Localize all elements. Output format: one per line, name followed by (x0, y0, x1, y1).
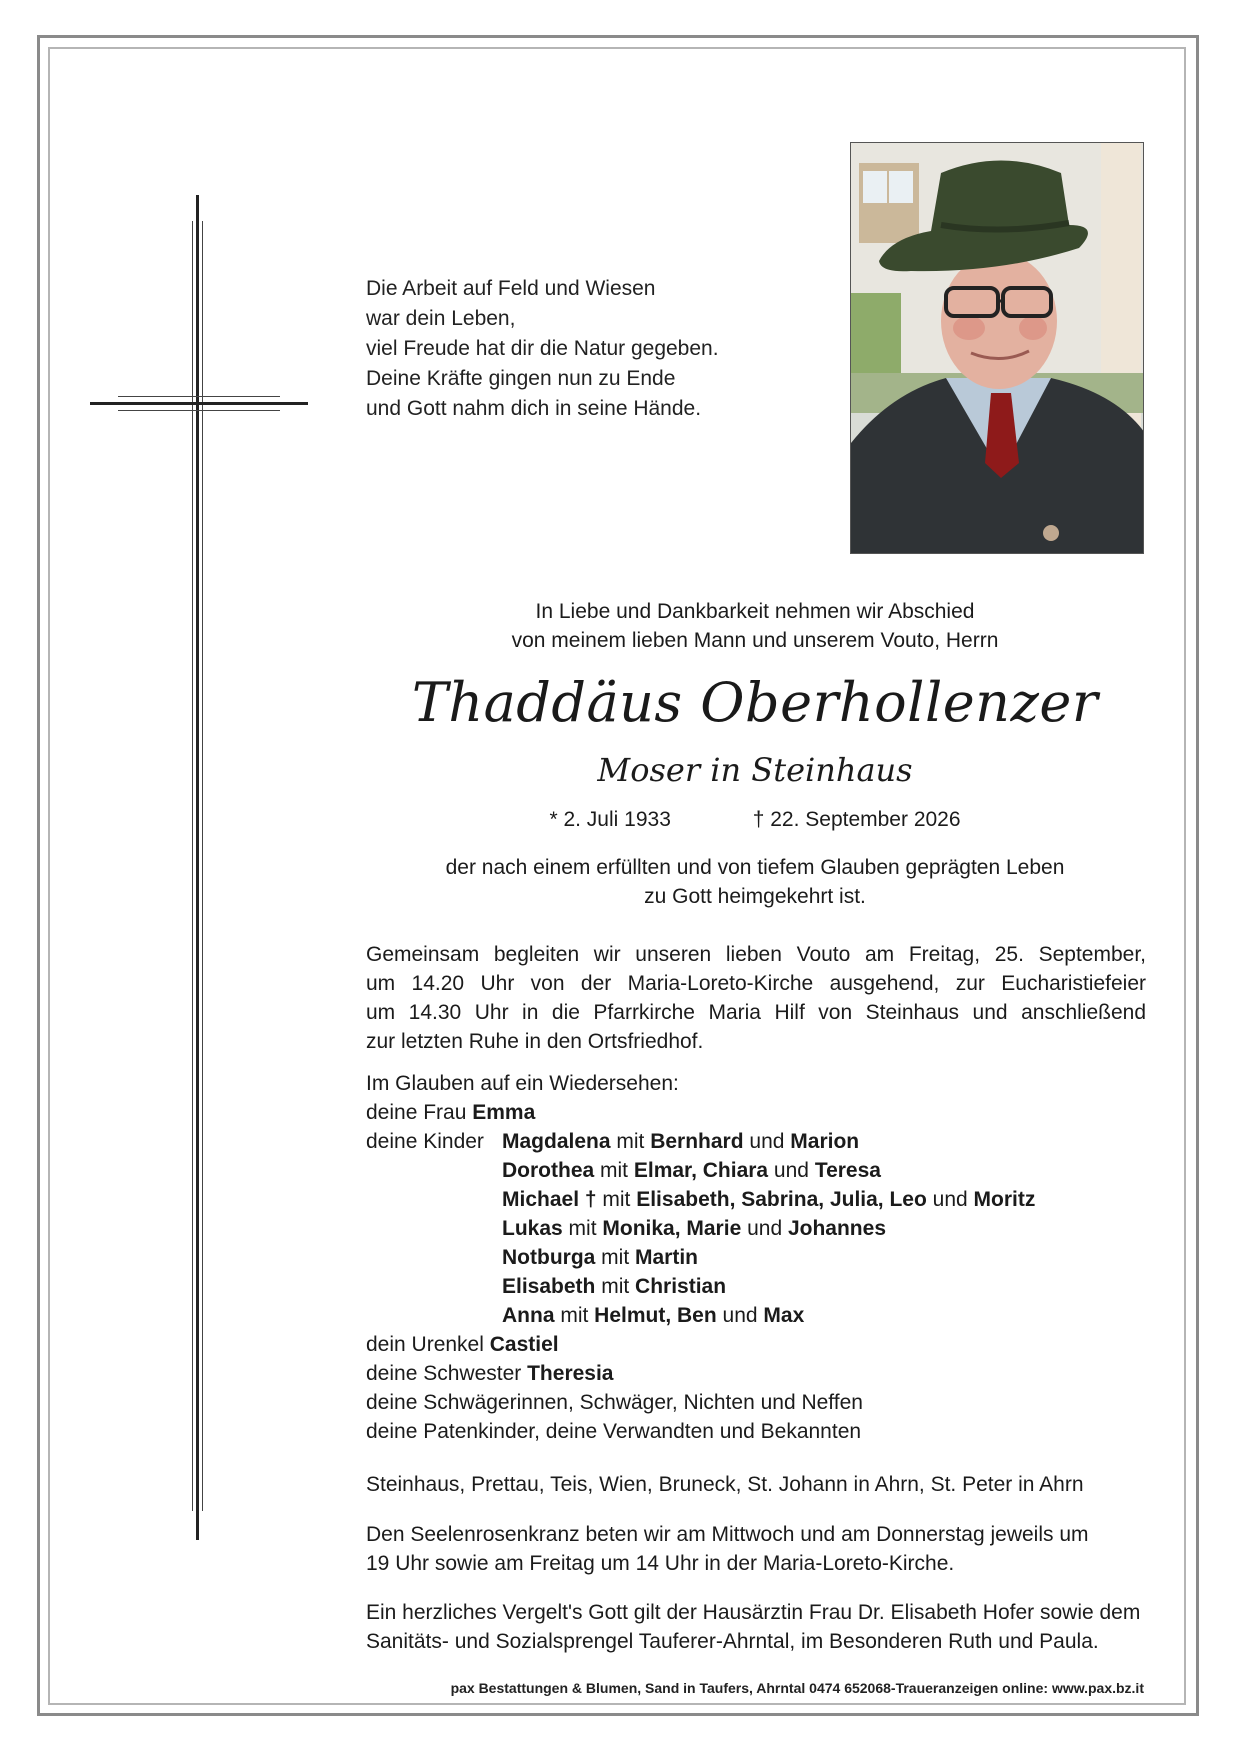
mourner-greatgrandchild (366, 1330, 1146, 1359)
mourner-name: Notburga (502, 1246, 596, 1269)
mourner-child-row (366, 1185, 1146, 1214)
mourner-name: Elmar, Chiara (633, 1159, 769, 1182)
connector-text: mit (595, 1275, 636, 1298)
mourner-name: Dorothea (502, 1159, 595, 1182)
funeral-details (366, 940, 1146, 1056)
deceased-name: Thaddäus Oberhollenzer (411, 671, 1099, 734)
rosary-notice (366, 1520, 1146, 1578)
funeral-line: um 14.20 Uhr von der Maria-Loreto-Kirche ausgehend, zur Eucharistiefeier (366, 972, 1146, 995)
rosary-line: Den Seelenrosenkranz beten wir am Mittwoch und am Donnerstag jeweils um (366, 1523, 1089, 1546)
poem-line: Die Arbeit auf Feld und Wiesen (366, 277, 656, 300)
deceased-housename: Moser in Steinhaus (597, 751, 913, 789)
poem-line: Deine Kräfte gingen nun zu Ende (366, 367, 676, 390)
mourner-name: Castiel (489, 1333, 559, 1356)
intro-text (366, 597, 1144, 655)
mourner-name: Marion (790, 1130, 860, 1153)
birth-date: * 2. Juli 1933 (549, 808, 671, 831)
life-dates (366, 805, 1144, 835)
connector-text: und (741, 1217, 788, 1240)
mourner-child-row (366, 1272, 1146, 1301)
mourner-name: Lukas (502, 1217, 563, 1240)
mourner-name: Anna (502, 1304, 555, 1327)
poem (366, 274, 719, 424)
funeral-line: um 14.30 Uhr in die Pfarrkirche Maria Hilf von Steinhaus und anschließend (366, 1001, 1146, 1024)
funeral-line: Gemeinsam begleiten wir unseren lieben Vouto am Freitag, 25. September, (366, 943, 1146, 966)
death-date: † 22. September 2026 (752, 808, 961, 831)
mourner-name: Magdalena (502, 1130, 611, 1153)
connector-text: mit (610, 1130, 651, 1153)
relation-label: dein Urenkel (366, 1333, 484, 1356)
connector-text: und (926, 1188, 974, 1211)
mourner-name: Teresa (814, 1159, 881, 1182)
relation-label: deine Kinder (366, 1130, 484, 1153)
intro-line: von meinem lieben Mann und unserem Vouto, Herrn (511, 629, 999, 652)
mourners-list (366, 1069, 1146, 1446)
thanks-line: Ein herzliches Vergelt's Gott gilt der Hausärztin Frau Dr. Elisabeth Hofer sowie dem (366, 1601, 1141, 1624)
mourner-name: Moritz (973, 1188, 1036, 1211)
connector-text: mit (554, 1304, 595, 1327)
thanks-notice (366, 1598, 1146, 1656)
children-list (366, 1127, 1146, 1330)
after-line: zu Gott heimgekehrt ist. (644, 885, 866, 908)
mourner-name: Christian (635, 1275, 727, 1298)
mourner-child-row (366, 1127, 1146, 1156)
connector-text: und (743, 1130, 791, 1153)
mourner-name: Monika, Marie (602, 1217, 742, 1240)
mourner-name: Elisabeth (502, 1275, 596, 1298)
connector-text: und (716, 1304, 764, 1327)
relation-label: deine Schwester (366, 1362, 522, 1385)
mourner-name: Emma (472, 1101, 536, 1124)
mourner-wife (366, 1098, 1146, 1127)
mourner-child-row (366, 1214, 1146, 1243)
relation-label: deine Frau (366, 1101, 467, 1124)
thanks-line: Sanitäts- und Sozialsprengel Tauferer-Ahrntal, im Besonderen Ruth und Paula. (366, 1630, 1099, 1653)
connector-text: mit (596, 1188, 637, 1211)
cross-icon (90, 195, 310, 1540)
mourner-name: Theresia (527, 1362, 614, 1385)
portrait-photo (850, 142, 1144, 554)
funeral-line: zur letzten Ruhe in den Ortsfriedhof. (366, 1030, 704, 1053)
mourners-heading: Im Glauben auf ein Wiedersehen: (366, 1072, 679, 1095)
poem-line: viel Freude hat dir die Natur gegeben. (366, 337, 719, 360)
mourner-sister (366, 1359, 1146, 1388)
places-line: Steinhaus, Prettau, Teis, Wien, Bruneck, St. Johann in Ahrn, St. Peter in Ahrn (366, 1473, 1084, 1496)
connector-text: mit (595, 1246, 635, 1269)
mourner-inlaws: deine Schwägerinnen, Schwäger, Nichten und Neffen (366, 1391, 863, 1414)
after-text (366, 853, 1144, 911)
mourner-name: Max (763, 1304, 805, 1327)
mourner-name: Bernhard (650, 1130, 744, 1153)
mourner-child-row (366, 1301, 1146, 1330)
mourner-name: Elisabeth, Sabrina, Julia, Leo (636, 1188, 927, 1211)
connector-text: mit (594, 1159, 634, 1182)
connector-text: mit (562, 1217, 603, 1240)
intro-line: In Liebe und Dankbarkeit nehmen wir Abschied (535, 600, 975, 623)
mourner-name: Johannes (787, 1217, 886, 1240)
mourner-name: Michael † (502, 1188, 597, 1211)
mourner-others: deine Patenkinder, deine Verwandten und Bekannten (366, 1420, 862, 1443)
poem-line: war dein Leben, (366, 307, 516, 330)
mourner-name: Martin (635, 1246, 698, 1269)
connector-text: und (768, 1159, 815, 1182)
mourner-name: Helmut, Ben (594, 1304, 717, 1327)
mourner-child-row (366, 1156, 1146, 1185)
mourner-child-row (366, 1243, 1146, 1272)
poem-line: und Gott nahm dich in seine Hände. (366, 397, 702, 420)
rosary-line: 19 Uhr sowie am Freitag um 14 Uhr in der Maria-Loreto-Kirche. (366, 1552, 955, 1575)
footer-contact: pax Bestattungen & Blumen, Sand in Taufers, Ahrntal 0474 652068-Traueranzeigen online: www.pax.bz.it (450, 1680, 1144, 1696)
after-line: der nach einem erfüllten und von tiefem Glauben geprägten Leben (445, 856, 1065, 879)
